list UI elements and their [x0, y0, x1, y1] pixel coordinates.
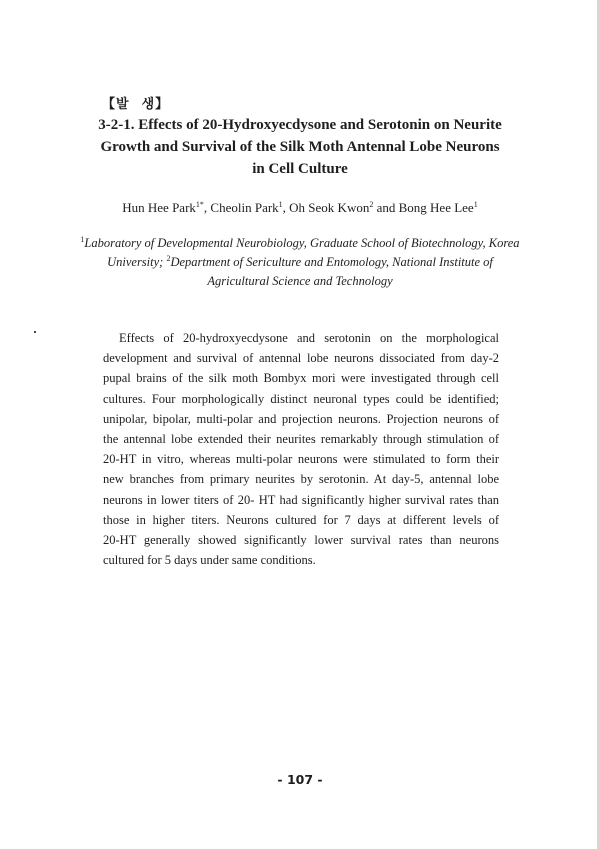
- abstract-line: pupal brains of the silk moth Bombyx mori were investigated through cell: [103, 371, 499, 386]
- affiliation-1-text-end: University;: [107, 255, 167, 269]
- affiliation-2-text: Department of Sericulture and Entomology, National Institute of: [170, 255, 493, 269]
- section-tag-close-bracket: 】: [155, 97, 170, 112]
- affiliation-line-3: Agricultural Science and Technology: [207, 274, 393, 288]
- abstract-line: development and survival of antennal lobe neurons dissociated from day-2: [103, 351, 499, 366]
- author-name: Hun Hee Park: [122, 200, 196, 215]
- author-affiliation-mark: 1: [278, 200, 283, 209]
- abstract-line: cultures. Four morphologically distinct neuronal types could be identified;: [103, 391, 499, 406]
- abstract-line: new branches from primary neurites by serotonin. At day-5, antennal lobe: [103, 472, 499, 487]
- author-affiliation-mark: 1*: [195, 200, 204, 209]
- section-tag-open-bracket: 【: [102, 97, 117, 112]
- abstract-line: 20-HT in vitro, whereas multi-polar neurons were stimulated to form their: [103, 452, 499, 467]
- title-line-1: 3-2-1. Effects of 20-Hydroxyecdysone and Serotonin on Neurite: [98, 117, 502, 133]
- author-separator: ,: [282, 200, 290, 215]
- abstract-line: those in higher titers. Neurons cultured for 7 days at different levels of: [103, 512, 499, 527]
- author-name: Cheolin Park: [210, 200, 279, 215]
- abstract: [103, 328, 499, 570]
- scan-speck: [34, 331, 36, 333]
- abstract-line: 20-HT generally showed significantly lower survival rates than neurons: [103, 532, 499, 547]
- affiliation-1-text: Laboratory of Developmental Neurobiology, Graduate School of Biotechnology, Korea: [84, 236, 520, 250]
- abstract-line: unipolar, bipolar, multi-polar and projection neurons. Projection neurons of: [103, 411, 499, 426]
- title-line-3: in Cell Culture: [252, 161, 348, 177]
- affiliations: [80, 234, 520, 291]
- author-list: [60, 200, 540, 216]
- affiliation-line-2: [80, 253, 520, 272]
- author-name: Bong Hee Lee: [398, 200, 474, 215]
- section-tag: [102, 93, 169, 112]
- page-number: - 107 -: [277, 772, 323, 787]
- author-name: Oh Seok Kwon: [289, 200, 370, 215]
- affiliation-line-1: [80, 234, 520, 253]
- paper-title: [60, 114, 540, 180]
- section-tag-word-1: 발: [116, 97, 130, 112]
- title-line-2: Growth and Survival of the Silk Moth Antennal Lobe Neurons: [100, 139, 500, 155]
- abstract-line: the antennal lobe extended their neurites remarkably through stimulation of: [103, 431, 499, 446]
- abstract-line: cultured for 5 days under same conditions.: [103, 553, 316, 568]
- author-affiliation-mark: 2: [369, 200, 374, 209]
- affiliation-mark-2: 2: [166, 254, 171, 263]
- author-separator: and: [373, 200, 399, 215]
- abstract-line: Effects of 20-hydroxyecdysone and serotonin on the morphological: [119, 331, 499, 345]
- author-separator: ,: [203, 200, 211, 215]
- affiliation-mark-1: 1: [80, 235, 85, 244]
- author-affiliation-mark: 1: [473, 200, 478, 209]
- abstract-line: neurons in lower titers of 20- HT had significantly higher survival rates than: [103, 492, 499, 507]
- section-tag-word-2: 생: [141, 97, 156, 112]
